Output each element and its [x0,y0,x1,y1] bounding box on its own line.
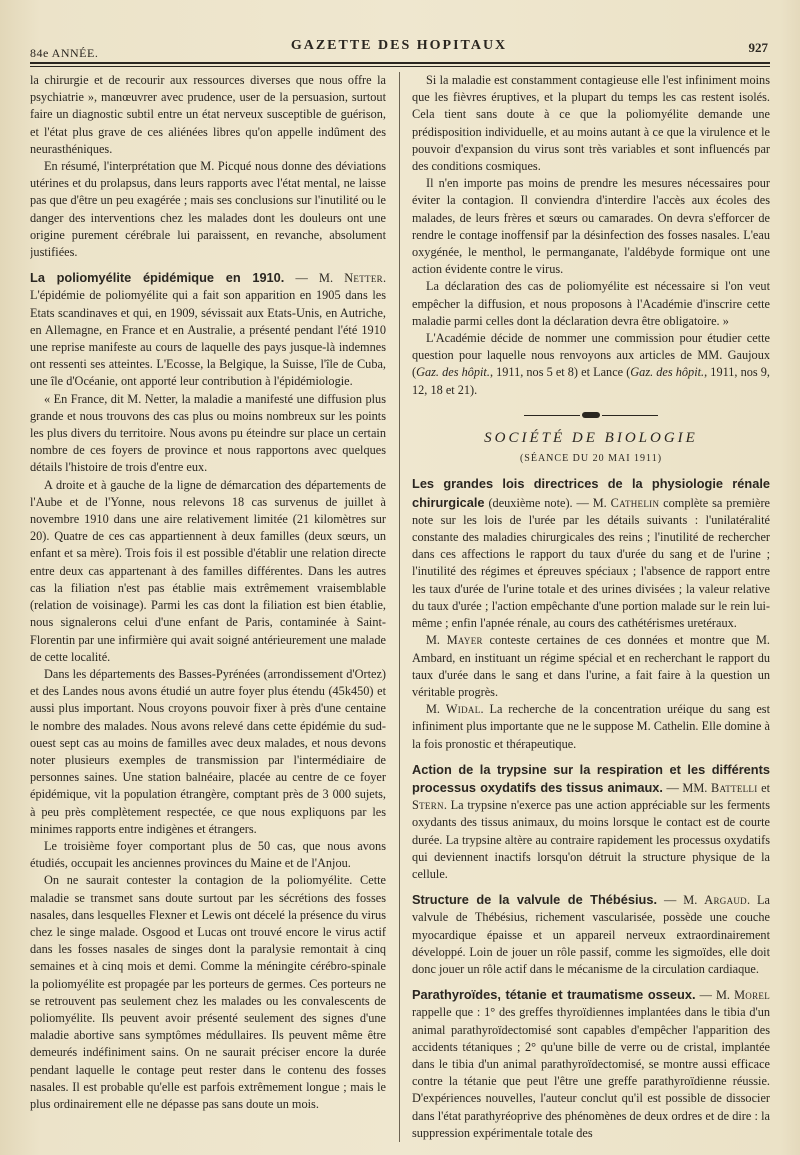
reference: Gaz. des hôpit. [416,365,490,380]
author-name: Stern [412,798,444,813]
page-header [30,38,768,60]
author-name: Argaud [704,893,747,908]
column-divider [399,72,400,1142]
paragraph: L'Académie décide de nommer une commission pour étudier cette question pour laquelle nous renvoyons aux articles de MM. Gaujoux (Gaz. des hôpit., 1911, nos 5 et 8) et Lance (Gaz. des hôpit., 1911, nos 9, 12, 18 et 21). [412,331,770,397]
session-date: (SÉANCE DU 20 MAI 1911) [519,453,663,465]
section-ornament [412,407,770,424]
article-heading: Parathyroïdes, tétanie et traumatisme osseux. [412,987,696,1003]
author-name: Netter [344,271,383,286]
right-column [412,72,770,1147]
article-heading: Action de la trypsine sur la respiration et les différents processus oxydatifs des tissus animaux. [412,761,770,795]
paragraph: « En France, dit M. Netter, la maladie a manifesté une diffusion plus grande et nous trouvons des cas plus ou moins nombreux sur les points les plus divers du territoire. Nous avons pu éteindre sur place un certain nombre de ces foyers de province et nous rapportons avec quelques détails l'histoire de trois d'entre eux. [30,391,386,475]
paragraph: En résumé, l'interprétation que M. Picqué nous donne des déviations utérines et du prolapsus, dans leurs rapports avec l'état mental, ne laisse pas que d'être un peu exagérée ; mais ses conclusions sur l'inutilité ou le danger des interventions chez les malades dont les douleurs ont une origine purement cérébrale lui paraissent, en revanche, absolument justifiées. [30,159,386,260]
article-heading: Structure de la valvule de Thébésius. [412,892,658,908]
article-thebesius: Structure de la valvule de Thébésius. — M. Argaud. La valvule de Thébésius, richement vascularisée, possède une couche myocardique épaisse et un appareil nerveux extraordinairement développé. Loin de jouer un rôle passif, comme les sigmoïdes, elle doit donc jouer un rôle actif dans le mécanisme de la circulation cardiaque. [412,892,770,976]
paragraph: Dans les départements des Basses-Pyrénées (arrondissement d'Ortez) et des Landes nous avons étudié un autre foyer plus étendu (45k450) et aussi plus important. Nous croyons pouvoir fixer à près d'une centaine le nombre des malades. Nous avons relevé dans cette épidémie du sud-ouest sept cas au moins de familles avec deux malades, et nous devons noter plusieurs exemples de transmission par l'intermédiaire de personnes saines. Une station balnéaire, placée au centre de ce foyer épidémique, vit la population étrangère, comptant près de 3 000 sujets, à peu près complètement respectée, ce que nous expliquons par les minimes rapports entre indigènes et étrangers. [30,666,386,836]
paragraph: La déclaration des cas de poliomyélite est nécessaire si l'on veut empêcher la diffusion, et nous proposons à l'Académie d'inscrire cette maladie parmi celles dont la déclaration devra être obligatoire. » [412,279,770,328]
volume-label: 84e ANNÉE. [30,46,99,60]
article-poliomyelite: La poliomyélite épidémique en 1910. — M. Netter. L'épidémie de poliomyélite qui a fait son apparition en 1905 dans les Etats scandinaves et qui, en 1909, sévissait aux Etats-Unis, en Autriche, en Allemagne, en France et en Australie, a présenté pendant l'été 1910 une reprise manifeste au cours de laquelle des pays jusque-là indemnes ont ressenti ses atteintes. L'Ecosse, la Belgique, la Suisse, l'île de Cuba, une île d'Océanie, ont apporté leur contribution à l'épidémiologie. [30,270,386,389]
paragraph: On ne saurait contester la contagion de la poliomyélite. Cette maladie se transmet sans doute surtout par les sécrétions des fosses nasales, dans lesquelles Flexner et Lewis ont décelé la présence du virus chez le singe malade. Osgood et Lucas ont trouvé encore le virus actif dans les fosses nasales de singes dont la paralysie remontait à cinq semaines et à cinq mois et demi. Comme la méningite cérébro-spinale la poliomyélite est propagée par les porteurs de germes. Ces porteurs ne se retrouvent pas seulement chez les malades ou les convalescents de poliomyélite. Ils peuvent avoir présenté seulement des signes d'une maladie abortive sans symptômes médullaires. Ils peuvent même être demeurés indéfiniment sains. On ne saurait préciser encore la durée pendant laquelle le contage peut rester dans le contenu des fosses nasales. Il est probable qu'elle est parfois extrêmement longue ; mais le plus ordinairement elle ne dépasse pas sans doute un mois. [30,873,386,1111]
paragraph: Il n'en importe pas moins de prendre les mesures nécessaires pour éviter la contagion. Il conviendra d'interdire l'accès aux écoles des malades, de leurs frères et sœurs ou camarades. On devra s'efforcer de rendre le contage inoffensif par la désinfection des fosses nasales. L'eau oxygénée, le menthol, le permanganate, l'aldébyde formique ont une action évidente contre le virus. [412,176,770,277]
page-number: 927 [748,40,768,55]
reference: Gaz. des hôpit. [630,365,705,380]
header-rule-thick [30,62,770,64]
society-title: SOCIÉTÉ DE BIOLOGIE [484,430,698,447]
paragraph: A droite et à gauche de la ligne de démarcation des départements de l'Aube et de l'Yonne, nous relevons 18 cas survenus de juillet à novembre 1910 dans une aire relativement limitée (21 kilomètres sur 20). Quatre de ces cas appartiennent à deux familles (deux sœurs, un enfant et sa mère). Trois fois il est possible d'établir une relation directe entre deux cas appartenant à des familles différentes. Dans les autres cas la filiation n'est pas établie mais extrêmement vraisemblable (relation de voisinage). Parmi les cas dont la filiation est bien établie, nous signalerons celui d'une enfant de Paris, contaminée à Saint-Florentin par une infirmière qui avait soigné antérieurement une malade de cette localité. [30,477,386,664]
journal-title: GAZETTE DES HOPITAUX [290,38,508,53]
article-parathyroides: Parathyroïdes, tétanie et traumatisme osseux. — M. Morel rappelle que : 1° des greffes thyroïdiennes implantées dans le tibia d'un animal parathyroïdectomisé sont capables d'empêcher l'apparition des accidents tétaniques ; 2° qu'une bille de verre ou de cristal, implantée dans le tibia d'un animal parathyroïdectomisé, se montre aussi efficace contre la tétanie que peut l'être une greffe parathyroïdienne réussie. D'expériences nouvelles, l'auteur conclut qu'il est possible de dissocier dans l'état parathyréoprive des phénomènes de deux ordres et de dire : la suppression expérimentale totale des [412,987,770,1140]
author-name: Morel [734,988,770,1003]
author-name: Cathelin [610,495,660,510]
left-column [30,72,386,1147]
paragraph: M. Mayer conteste certaines de ces données et montre que M. Ambard, en instituant un régime spécial et en recherchant le rapport du taux d'urée dans le sang et dans l'urine, a fait faire à la question un véritable progrès. [412,633,770,699]
article-heading: La poliomyélite épidémique en 1910. [30,270,285,286]
author-name: Mayer [446,633,483,648]
paragraph: la chirurgie et de recourir aux ressources diverses que nous offre la psychiatrie », manœuvrer avec prudence, user de la persuasion, surtout faire un diagnostic subtil entre un état nerveux susceptible de guérison, et l'état plus grave de ces aliénées libres qu'on appelle indûment des neurasthéniques. [30,73,386,156]
paragraph: Le troisième foyer comportant plus de 50 cas, que nous avons étudiés, occupait les anciennes provinces du Maine et de l'Anjou. [30,838,386,871]
paragraph: M. Widal. La recherche de la concentration uréique du sang est infiniment plus importante que ne le suppose M. Cathelin. Elle domine à la fois pronostic et thérapeutique. [412,702,770,751]
article-heading: Les grandes lois directrices de la physiologie rénale chirurgicale [412,476,770,510]
paragraph: Si la maladie est constamment contagieuse elle l'est infiniment moins que les fièvres éruptives, et la plupart du temps les cas restent isolés. Cela tient sans doute à ce que la poliomyélite demande une prédisposition individuelle, et au moins autant à ce que la virulence et le pouvoir d'expansion du virus sont très variables et sont influencés par des conditions cosmiques. [412,73,770,174]
article-trypsine: Action de la trypsine sur la respiration et les différents processus oxydatifs des tissus animaux. — MM. Battelli et Stern. La trypsine n'exerce pas une action appréciable sur les ferments oxydants des tissus animaux, du moins lorsque le contact est de courte durée. La trypsine altère au contraire rapidement les processus oxydatifs qui deviennent inactifs lorsqu'on détruit la structure physique de la cellule. [412,761,770,881]
article-renal: Les grandes lois directrices de la physiologie rénale chirurgicale (deuxième note). — M. Cathelin complète sa première note sur les lois de l'urée par les détails suivants : l'unilatéralité constante des maladies chirurgicales des reins ; l'inutilité de rechercher dans ces affections le rapport du taux d'urée du sang et de l'urine ; l'inutilité des régimes et épreuves spéciaux ; l'absence de rapport entre les taux d'urée de l'urine totale et des urines divisées ; la valeur relative du taux d'urée ; l'action empêchante d'une portion malade sur le rein lui-même ; enfin l'apnée rénale, au cours des cathétérismes uretéraux. [412,476,770,631]
author-name: Battelli [710,780,758,795]
header-rule-thin [30,66,770,67]
author-name: Widal [445,702,481,717]
